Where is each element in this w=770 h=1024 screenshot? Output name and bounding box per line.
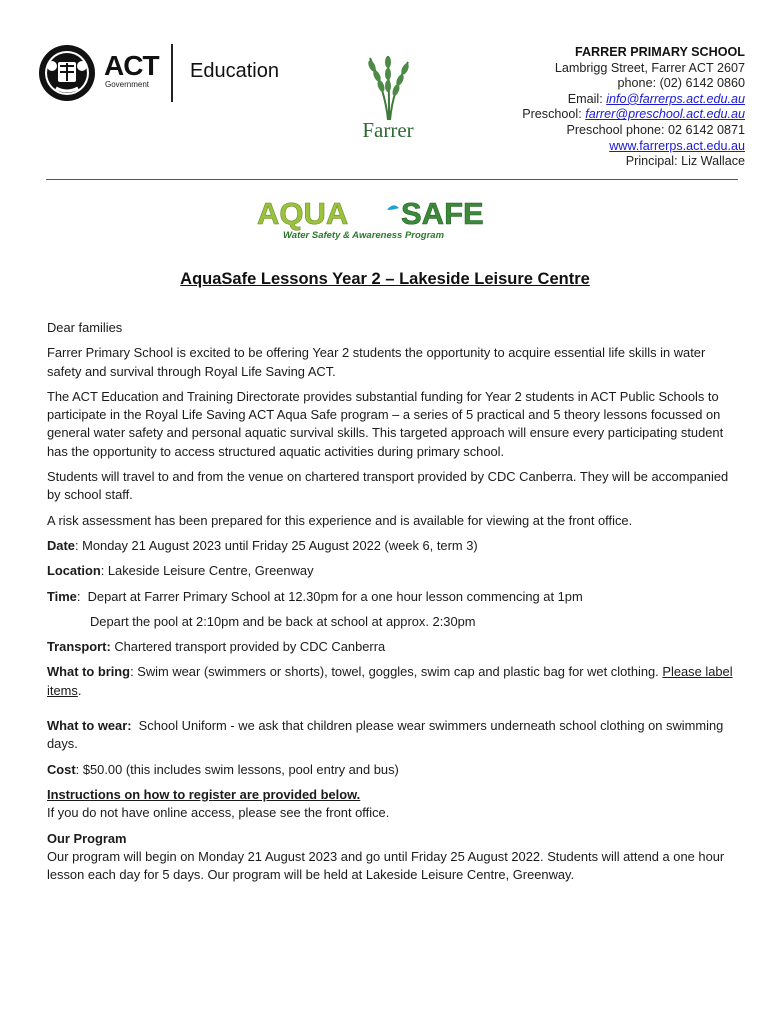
time-line — [47, 588, 737, 606]
register-instructions: Instructions on how to register are provided below. — [47, 786, 361, 802]
transport-label: Transport: — [47, 639, 111, 655]
bring-note: Please label items — [47, 664, 733, 698]
salutation: Dear families — [47, 320, 123, 335]
school-address: Lambrigg Street, Farrer ACT 2607 — [554, 60, 745, 75]
intro-paragraph: Farrer Primary School is excited to be offering Year 2 students the opportunity to acquire essential life skills in water safety and survival through Royal Life Saving ACT. — [47, 345, 706, 379]
bring-value: : Swim wear (swimmers or shorts), towel, goggles, swim cap and plastic bag for wet clothing. — [130, 664, 663, 680]
wear-line — [47, 717, 737, 754]
school-name: FARRER PRIMARY SCHOOL — [574, 45, 745, 59]
program-heading: Our Program — [47, 830, 127, 846]
act-government-label: Government — [105, 80, 150, 89]
transport-paragraph: Students will travel to and from the venue on chartered transport provided by CDC Canberra. They will be accompanied by school staff. — [47, 469, 729, 503]
date-label: Date — [47, 537, 75, 553]
location-line — [47, 562, 737, 580]
transport-value: Chartered transport provided by CDC Canberra — [110, 639, 386, 655]
email-link[interactable]: info@farrerps.act.edu.au — [606, 91, 745, 106]
farrer-logo-text: Farrer — [362, 118, 414, 142]
funding-paragraph: The ACT Education and Training Directorate provides substantial funding for Year 2 students in ACT Public Schools to participate in the Royal Life Saving ACT Aqua Safe program – a series of 5 practical and 5 theory lessons focussed on general water safety and personal aquatic survival skills. This targeted approach will ensure every participating student has the opportunity to access structured aquatic activities during primary school. — [47, 388, 724, 459]
time-return-line: Depart the pool at 2:10pm and be back at school at approx. 2:30pm — [90, 613, 476, 629]
preschool-phone: Preschool phone: 02 6142 0871 — [566, 122, 745, 137]
school-email-line — [522, 92, 745, 108]
date-line — [47, 537, 737, 555]
risk-paragraph: A risk assessment has been prepared for this experience and is available for viewing at the front office. — [47, 512, 633, 528]
cost-line — [47, 761, 737, 779]
location-label: Location — [47, 563, 101, 579]
no-online-note: If you do not have online access, please see the front office. — [47, 805, 390, 821]
bring-end: . — [77, 682, 82, 698]
aquasafe-tagline: Water Safety & Awareness Program — [283, 230, 445, 241]
header-divider — [46, 179, 738, 180]
education-label: Education — [190, 60, 279, 82]
time-label: Time — [47, 588, 77, 604]
email-label: Email: — [567, 91, 607, 106]
letter-body — [47, 319, 737, 884]
wear-value: School Uniform - we ask that children please wear swimmers underneath school clothing on swimming days. — [47, 718, 727, 752]
act-crest-icon — [38, 44, 96, 102]
wear-label: What to wear: — [47, 718, 132, 734]
location-value: : Lakeside Leisure Centre, Greenway — [100, 563, 314, 579]
logo-divider — [171, 44, 173, 102]
principal-name: Principal: Liz Wallace — [625, 154, 745, 169]
school-phone: phone: (02) 6142 0860 — [617, 76, 745, 91]
preschool-label: Preschool: — [522, 107, 586, 122]
bring-label: What to bring — [47, 664, 131, 680]
cost-value: : $50.00 (this includes swim lessons, pool entry and bus) — [75, 761, 399, 777]
time-value: : Depart at Farrer Primary School at 12.30pm for a one hour lesson commencing at 1pm — [76, 588, 583, 604]
wheat-icon — [348, 52, 428, 122]
farrer-school-logo — [348, 52, 428, 144]
transport-line — [47, 638, 737, 656]
act-education-logo — [38, 44, 288, 104]
aquasafe-logo — [255, 196, 515, 242]
cost-label: Cost — [47, 761, 76, 777]
website-link[interactable]: www.farrerps.act.edu.au — [609, 138, 745, 153]
aquasafe-logo-aqua: AQUA — [257, 196, 349, 231]
wave-icon — [387, 205, 399, 210]
letter-title: AquaSafe Lessons Year 2 – Lakeside Leisure Centre — [180, 270, 590, 288]
school-contact-block — [522, 45, 745, 170]
bring-line — [47, 663, 737, 700]
preschool-email-line — [522, 107, 745, 123]
act-wordmark: ACT — [104, 50, 159, 81]
aquasafe-logo-safe: SAFE — [401, 196, 484, 231]
date-value: : Monday 21 August 2023 until Friday 25 August 2022 (week 6, term 3) — [74, 537, 478, 553]
program-paragraph: Our program will begin on Monday 21 August 2023 and go until Friday 25 August 2022. Students will attend a one hour lesson each day for 5 days. Our program will be held at Lakeside Leisure Centre, Greenway. — [47, 848, 725, 883]
preschool-email-link[interactable]: farrer@preschool.act.edu.au — [585, 107, 745, 122]
